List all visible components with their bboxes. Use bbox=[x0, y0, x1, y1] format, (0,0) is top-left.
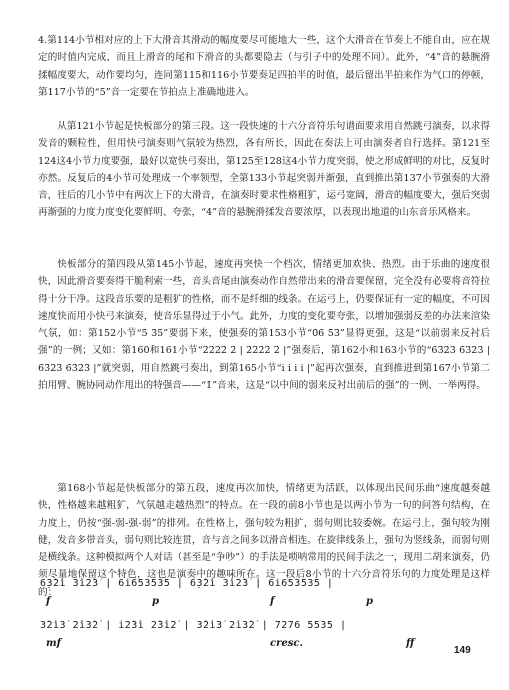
dynamic-marking: mf bbox=[46, 638, 61, 649]
dynamic-marking: cresc. bbox=[270, 638, 303, 649]
notation-row-1: 6̣3̇2̇i 3̇i2̇3̇ | 6i653535 | 6̣3̇2̇i 3̇i2̇3̇ | 6i653535 | bbox=[40, 578, 334, 589]
dynamic-marking: p bbox=[152, 596, 159, 607]
dynamic-marking: f bbox=[46, 596, 51, 607]
dynamic-marking: ff bbox=[406, 638, 415, 649]
page-number: 149 bbox=[454, 645, 471, 656]
notation-row-2: 3̇2̇i3̇ 2̇i3̇2̇ | i2̇3̇i 2̇3̇i2̇ | 3̇2̇i3̇ 2̇i3̇2̇ | 7276 5535 | bbox=[40, 620, 347, 631]
paragraph-4: 第168小节起是快板部分的第五段，速度再次加快，情绪更为活跃，以体现出民间乐曲“速度越奏越快，性格越来越粗犷，气氛越走越热烈”的特点。在一段的前8小节也是以两小节为一句的问答句结构，在力度上，仍按“强-弱-强-弱”的排列。在性格上，强句较为粗扩，弱句则比较委婉。在运弓上，强句较为刚健，发音多带音头，弱句则比较连贯，音与音之间多以滑音相连。在旋律线条上，强句为竖线条，而弱句则是横线条。这种模拟两个人对话（甚至是“争吵”）的手法是唢呐常用的民间手法之一，现用二胡来演奏，仍须尽量地保留这个特色，这也是演奏中的趣味所在。这一段后8小节的十六分音符乐句的力度处理是这样的： bbox=[38, 483, 490, 598]
paragraph-3: 快板部分的第四段从第145小节起，速度再突快一个档次，情绪更加欢快、热烈。由于乐曲的速度很快，因此滑音要奏得干脆利索一些，音头音尾由演奏动作自然带出来的滑音要保留，完全没有必要将音符拉得十分干净。这段音乐要的是粗犷的性格，而不是纤细的线条。在运弓上，仍要保证有一定的幅度，不可因速度快而用小快弓来演奏，使音乐显得过于小气。此外，力度的变化要夸张，以增加强弱反差的办法来渲染气氛，如：第152小节“5̇ 3̇5̇”要弱下来，使强奏的第153小节“0̇6̇ 5̇3̇”显得更强，这是“以前弱来反衬后强”的一例；又如：第160和161小节“2̇2̇2̇2̇ 2̇ | 2̇2̇2̇2̇ 2̇ |”强奏后，第162小和163小节的“6̇3̇2̇3̇ 6̇3̇2̇3̇ | 6̇3̇2̇3̇ 6̇3̇2̇3̇ |”就突弱，用自然跳弓奏出，到第165小节“i i̇ i i̇ |”起再次强奏，直到推进到第167小节第二拍用臂、腕协同动作甩出的特强音——“1̇”音来，这是“以中间的弱来反衬出前后的强”的一例、一举两得。 bbox=[38, 259, 490, 392]
dynamic-marking: p bbox=[366, 596, 373, 607]
paragraph-1: 4.第114小节相对应的上下大滑音其滑动的幅度要尽可能地大一些，这个大滑音在节奏上不能自由，应在规定的时值内完成，而且上滑音的尾和下滑音的头都要隐去（与引子中的处理不同）。此外，“4”音的悬腕滑揉幅度要大，动作要均匀，连同第115和116小节要奏足四拍半的时值，最后留出半拍来作为气口的停顿，第117小节的“5”音一定要在节拍点上准确地进入。 bbox=[38, 35, 490, 98]
paragraph-2: 从第121小节起是快板部分的第三段。这一段快速的十六分音符乐句谱面要求用自然跳弓演奏，以求得发音的颗粒性，但用快弓演奏则气氛较为热烈，各有所长，因此在奏法上可由演奏者自行选择。第121至124这4小节力度要强，最好以宽快弓奏出，第125至128这4小节力度突弱，使之形成鲜明的对比，反复时亦然。反复后的4小节可处理成一个率领型，全第133小节起突弱并渐强，直到推出第137小节强奏的大滑音，往后的几小节中有两次上下的大滑音，在演奏时要求性格粗犷，运弓宽阔，滑音的幅度要大，强后突弱再渐强的力度力度变化要鲜明、夸张，“4”音的悬腕滑揉发音要浓厚，以表现出地道的山东音乐风格来。 bbox=[38, 121, 490, 219]
dynamic-marking: f bbox=[270, 596, 275, 607]
